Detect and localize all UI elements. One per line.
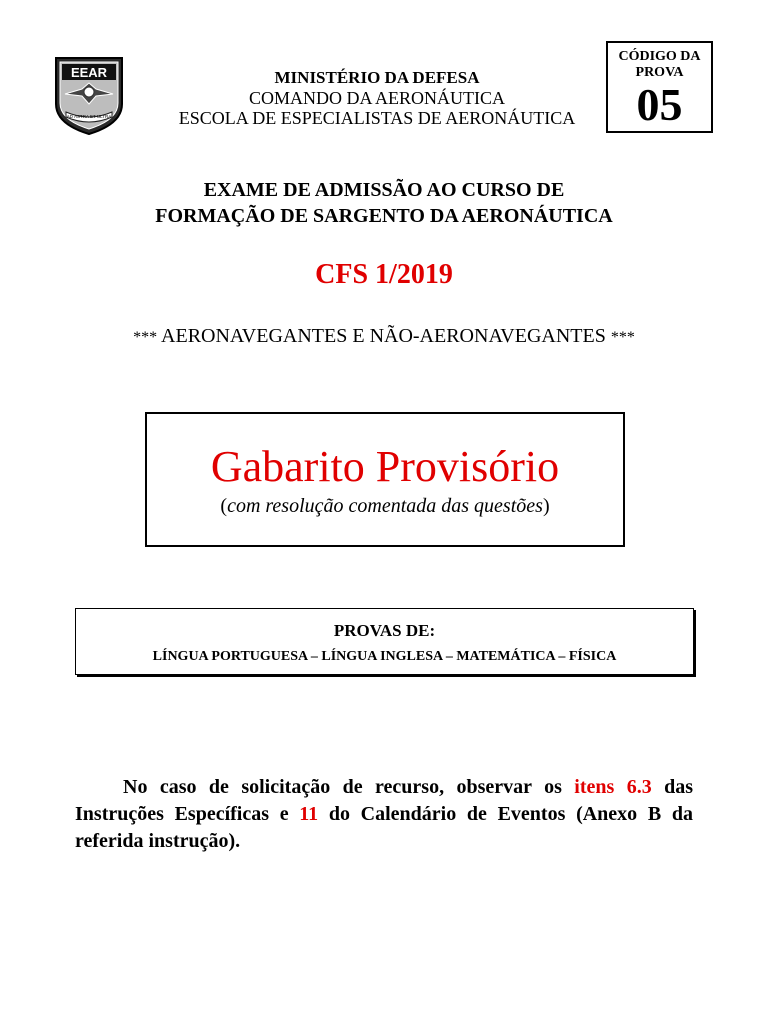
- gabarito-title: Gabarito Provisório: [210, 442, 560, 491]
- paren-open: (: [220, 495, 228, 517]
- logo-motto: AD ASTRA ET ULTRA: [66, 114, 112, 119]
- stars-left: ***: [133, 329, 158, 346]
- command-name: COMANDO DA AERONÁUTICA: [248, 88, 505, 108]
- gabarito-subtitle: [147, 494, 623, 518]
- exam-code-value: 05: [636, 79, 683, 130]
- category-text: AERONAVEGANTES E NÃO-AERONAVEGANTES: [161, 325, 606, 347]
- note-part-1: No caso de solicitação de recurso, observar os: [123, 776, 575, 798]
- gabarito-box: [145, 412, 625, 547]
- cfs-edition: CFS 1/2019: [315, 259, 453, 290]
- candidate-category: [0, 325, 768, 348]
- paren-close: ): [542, 495, 550, 517]
- note-part-3: do Calendário de Eventos (Anexo B da referida instrução).: [75, 803, 694, 852]
- provas-box: [75, 608, 694, 675]
- exam-title-line-2: FORMAÇÃO DE SARGENTO DA AERONÁUTICA: [155, 205, 613, 227]
- exam-title: [60, 177, 708, 229]
- eear-shield-icon: [52, 56, 126, 136]
- exam-title-line-1: EXAME DE ADMISSÃO AO CURSO DE: [203, 179, 565, 201]
- ministry-name: MINISTÉRIO DA DEFESA: [274, 68, 480, 87]
- institution-header: [140, 68, 614, 128]
- exam-code-label: CÓDIGO DA PROVA: [618, 49, 701, 80]
- school-name: ESCOLA DE ESPECIALISTAS DE AERONÁUTICA: [178, 108, 576, 128]
- appeal-note: [75, 774, 693, 855]
- note-highlight-items: itens 6.3: [574, 776, 652, 798]
- gabarito-subtitle-text: com resolução comentada das questões: [227, 495, 543, 517]
- note-part-2: das Instruções Específicas e: [75, 776, 694, 825]
- provas-title: PROVAS DE:: [333, 621, 436, 640]
- stars-right: ***: [610, 329, 635, 346]
- exam-code-box: [606, 41, 713, 133]
- eear-logo: [52, 56, 126, 136]
- note-highlight-number: 11: [299, 803, 319, 825]
- provas-list: LÍNGUA PORTUGUESA – LÍNGUA INGLESA – MATEMÁTICA – FÍSICA: [152, 649, 617, 664]
- logo-text: EEAR: [70, 65, 108, 80]
